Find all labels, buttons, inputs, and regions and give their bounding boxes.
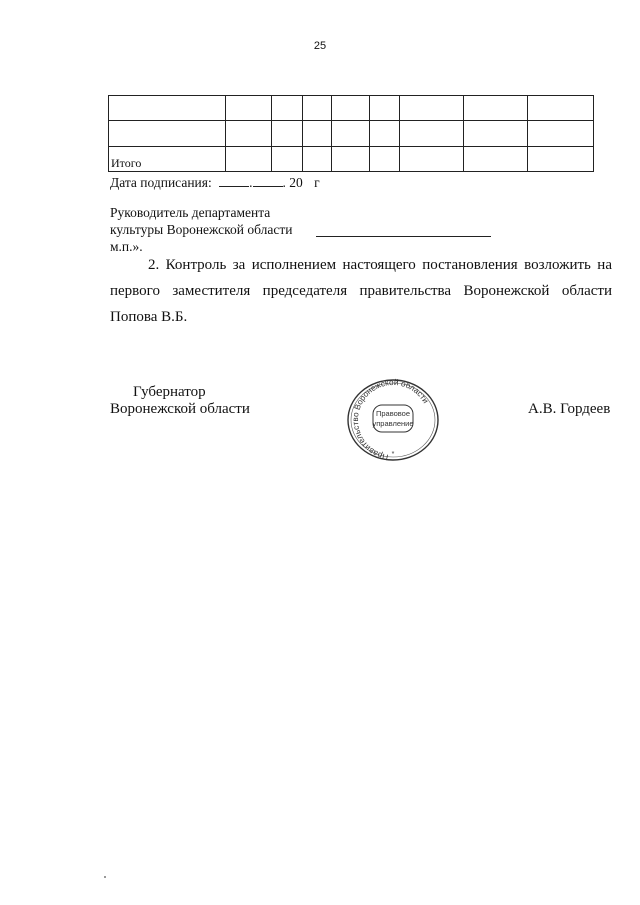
summary-table <box>108 95 594 172</box>
head-title-line1: Руководитель департамента <box>110 205 271 220</box>
seal-note: м.п.». <box>110 239 143 254</box>
table-cell <box>226 121 272 147</box>
governor-name: А.В. Гордеев <box>528 401 611 417</box>
table-cell <box>303 121 332 147</box>
table-cell <box>272 96 303 121</box>
table-cell <box>464 147 528 172</box>
table-cell <box>109 96 226 121</box>
table-cell <box>303 96 332 121</box>
table-cell <box>303 147 332 172</box>
control-paragraph <box>110 252 612 330</box>
table-cell <box>332 147 370 172</box>
signature-line <box>316 236 491 237</box>
scan-speck <box>104 876 106 878</box>
official-seal-stamp <box>343 375 443 465</box>
governor-title-line2: Воронежской области <box>110 401 250 417</box>
day-blank <box>219 174 249 187</box>
table-cell <box>370 147 400 172</box>
head-title-line2: культуры Воронежской области <box>110 222 293 237</box>
table-cell <box>370 121 400 147</box>
table-row <box>109 96 594 121</box>
seal-star-mark: * <box>391 451 395 458</box>
total-label: Итого <box>109 147 226 172</box>
seal-ring-text: Правительство Воронежской области <box>350 377 431 462</box>
month-blank <box>253 174 283 187</box>
table-cell <box>464 96 528 121</box>
control-paragraph-text: 2. Контроль за исполнением настоящего постановления возложить на первого заместителя председателя правительства Воронежской области Попова В.Б. <box>110 257 612 325</box>
year-suffix: г <box>314 175 320 190</box>
table-row <box>109 121 594 147</box>
table-cell <box>332 96 370 121</box>
year-prefix: . 20 <box>282 175 303 190</box>
seal-center-line1: Правовое <box>375 409 411 418</box>
table-cell <box>226 147 272 172</box>
page-number: 25 <box>313 40 327 52</box>
signing-date-label: Дата подписания: <box>110 175 212 190</box>
signing-date-line <box>110 174 320 191</box>
table-cell <box>400 147 464 172</box>
table-cell <box>332 121 370 147</box>
seal-center-line2: управление <box>372 419 414 428</box>
table-cell <box>272 147 303 172</box>
governor-title-line1: Губернатор <box>133 384 206 400</box>
table-cell <box>528 96 594 121</box>
table-cell <box>464 121 528 147</box>
table-cell <box>400 121 464 147</box>
table-cell <box>400 96 464 121</box>
table-cell <box>272 121 303 147</box>
date-separator: . <box>249 175 253 190</box>
table-cell <box>226 96 272 121</box>
table-cell <box>528 121 594 147</box>
table-cell <box>109 121 226 147</box>
table-cell <box>370 96 400 121</box>
table-cell <box>528 147 594 172</box>
table-total-row <box>109 147 594 172</box>
